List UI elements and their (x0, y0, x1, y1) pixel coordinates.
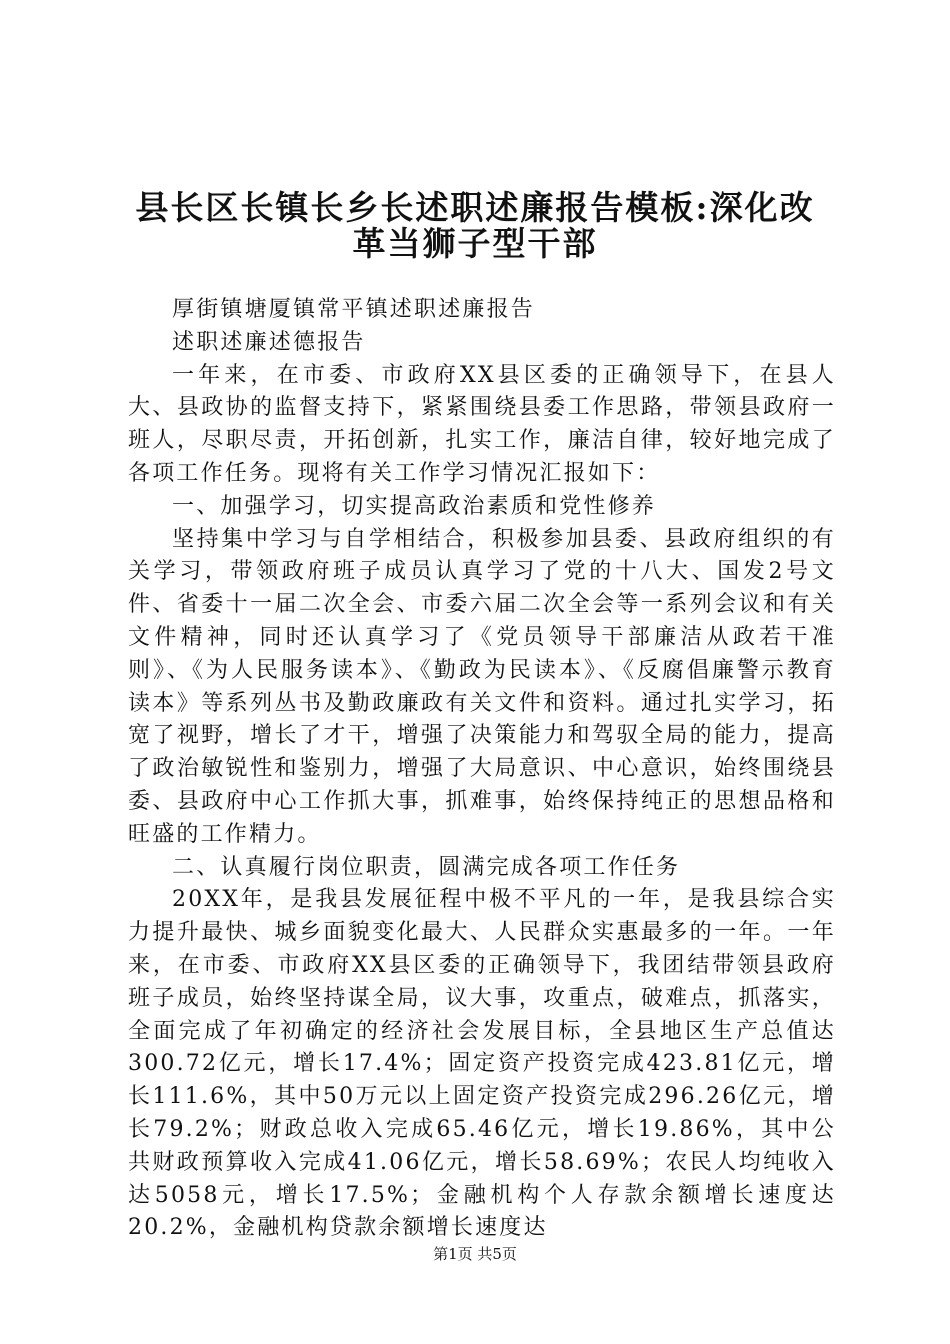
document-body (128, 294, 836, 1245)
document-title-line-2: 革当狮子型干部 (352, 224, 598, 263)
intro-paragraph: 一年来，在市委、市政府XX县区委的正确领导下，在县人大、县政协的监督支持下，紧紧围绕县委工作思路，带领县政府一班人，尽职尽责，开拓创新，扎实工作，廉洁自律，较好地完成了各项工作任务。现将有关工作学习情况汇报如下： (128, 362, 836, 486)
document-title-line-1: 县长区长镇长乡长述职述廉报告模板:深化改 (135, 188, 815, 227)
section-2-paragraph: 20XX年，是我县发展征程中极不平凡的一年，是我县综合实力提升最快、城乡面貌变化最大、人民群众实惠最多的一年。一年来，在市委、市政府XX县区委的正确领导下，我团结带领县政府班子成员，始终坚持谋全局，议大事，攻重点，破难点，抓落实，全面完成了年初确定的经济社会发展目标，全县地区生产总值达300.72亿元，增长17.4%；固定资产投资完成423.81亿元，增长111.6%，其中50万元以上固定资产投资完成296.26亿元，增长79.2%；财政总收入完成65.46亿元，增长19.86%，其中公共财政预算收入完成41.06亿元，增长58.69%；农民人均纯收入达5058元，增长17.5%；金融机构个人存款余额增长速度达20.2%，金融机构贷款余额增长速度达 (128, 887, 836, 1241)
section-heading-1: 一、加强学习，切实提高政治素质和党性修养 (172, 493, 657, 519)
subtitle-line-2: 述职述廉述德报告 (172, 329, 366, 355)
subtitle-line-1: 厚街镇塘厦镇常平镇述职述廉报告 (172, 297, 536, 322)
section-1-paragraph: 坚持集中学习与自学相结合，积极参加县委、县政府组织的有关学习，带领政府班子成员认真学习了党的十八大、国发2号文件、省委十一届二次全会、市委六届二次全会等一系列会议和有关文件精神，同时还认真学习了《党员领导干部廉洁从政若干准则》、《为人民服务读本》、《勤政为民读本》、《反腐倡廉警示教育读本》等系列丛书及勤政廉政有关文件和资料。通过扎实学习，拓宽了视野，增长了才干，增强了决策能力和驾驭全局的能力，提高了政治敏锐性和鉴别力，增强了大局意识、中心意识，始终围绕县委、县政府中心工作抓大事，抓难事，始终保持纯正的思想品格和旺盛的工作精力。 (128, 526, 836, 847)
section-heading-2: 二、认真履行岗位职责，圆满完成各项工作任务 (172, 854, 681, 880)
page-footer: 第1页 共5页 (433, 1245, 517, 1263)
